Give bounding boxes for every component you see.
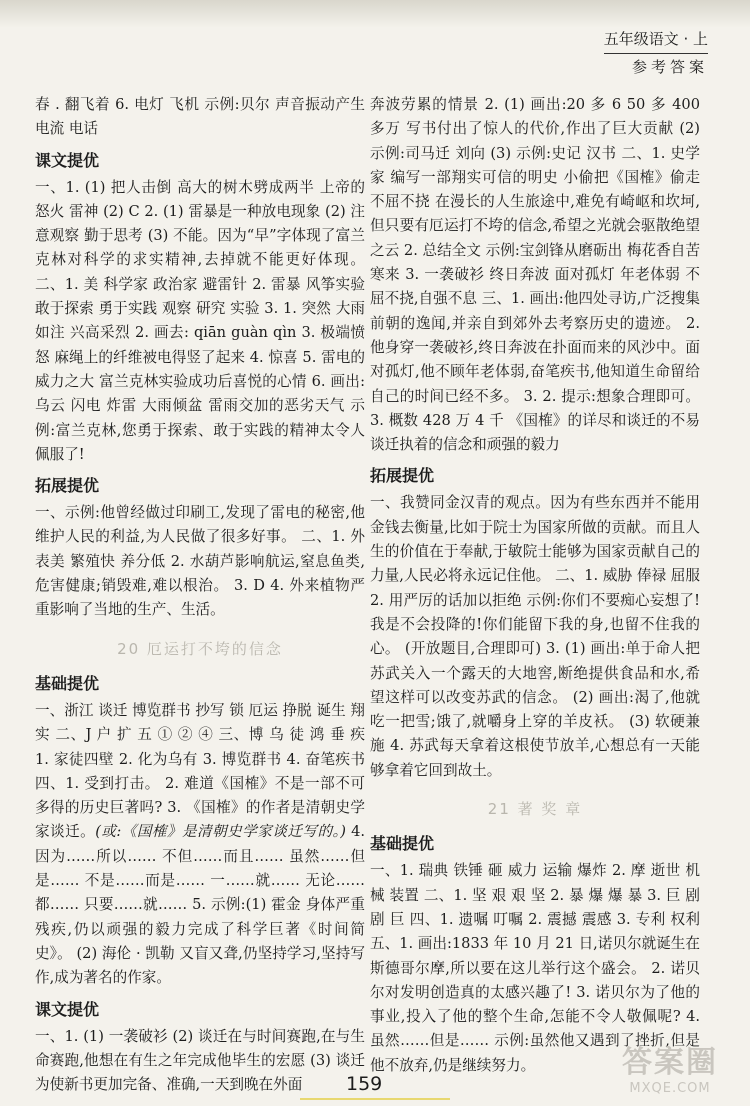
answer-text: 4. 因为……所以…… 不但……而且…… 虽然……但是…… 不是……而是…… 一……就…… 无论……都…… 只要……就…… 5. 示例:(1) 霍金 身体严重残疾,仍以顽强的毅力完成了科学巨著《时间简史》。 (2) 海伦 · 凯勒 又盲又聋,仍坚持学习,坚持写作,成为著名的作家。: [35, 823, 365, 987]
answer-paragraph: 一、示例:他曾经做过印刷工,发现了雷电的秘密,他维护人民的利益,为人民做了很多好事。 二、1. 外表美 繁殖快 养分低 2. 水葫芦影响航运,窒息鱼类,危害健康;销毁难,难以根治。 3. D 4. 外来植物严重影响了当地的生产、生活。: [35, 504, 365, 619]
handwritten-note: (或:《国榷》是清朝史学家谈迁写的。): [95, 823, 346, 841]
section-heading: 课文提优: [35, 150, 100, 170]
page-number-underline: [300, 1098, 450, 1100]
section-heading: 课文提优: [35, 999, 100, 1019]
watermark-logo: [605, 1045, 735, 1100]
section-heading: 拓展提优: [370, 466, 435, 486]
watermark-text: 答案圈: [622, 1045, 718, 1080]
section-heading: 基础提优: [35, 673, 100, 693]
answer-paragraph: 春 . 翻飞着 6. 电灯 飞机 示例:贝尔 声音振动产生电流 电话: [35, 96, 365, 138]
page-top-shadow: [0, 0, 750, 28]
page-header: [604, 28, 708, 77]
lesson-title: 20 厄运打不垮的信念: [117, 639, 283, 658]
section-heading: 拓展提优: [35, 476, 100, 496]
answer-text: 一、浙江 谈迁 博览群书 抄写 锁 厄运 挣脱 诞生 翔实 二、J 户 扩 五 ① ② ④ 三、博 乌 徒 鸿 垂 疾 1. 家徒四壁 2. 化为乌有 3. 博览群书 4. 奋笔疾书 四、1. 受到打击。 2. 难道《国榷》不是一部不可多得的历史巨著吗? 3. 《国榷》的作者是清朝史学家谈迁。: [35, 701, 365, 841]
answer-paragraph: 一、我赞同金汉青的观点。因为有些东西并不能用金钱去衡量,比如于院士为国家所做的贡献。而且人生的价值在于奉献,于敏院士能够为国家贡献自己的力量,人民必将永远记住他。 二、1. 威胁 俸禄 屈服 2. 用严厉的话加以拒绝 示例:你们不要痴心妄想了!我是不会投降的!你们能留下我的身,也留不住我的心。 (开放题目,合理即可) 3. (1) 画出:单于命人把苏武关入一个露天的大地窖,断绝提供食品和水,希望这样可以改变苏武的信念。 (2) 画出:渴了,他就吃一把雪;饿了,就嚼身上穿的羊皮袄。 (3) 软硬兼施 4. 苏武每天拿着这根使节放羊,心想总有一天能够拿着它回到故土。: [370, 494, 700, 779]
section-heading: 基础提优: [370, 834, 435, 854]
right-column: [370, 93, 700, 1078]
answer-paragraph: 奔波劳累的情景 2. (1) 画出:20 多 6 50 多 400 多万 写书付出了惊人的代价,作出了巨大贡献 (2) 示例:司马迁 刘向 (3) 示例:史记 汉书 二、1. 史学家 编写一部翔实可信的明史 小偷把《国榷》偷走 不屈不挠 在漫长的人生旅途中,难免有崎岖和坎坷,但只要有厄运打不垮的信念,希望之光就会驱散绝望之云 2. 总结全文 示例:宝剑锋从磨砺出 梅花香自苦寒来 3. 一袭破衫 终日奔波 面对孤灯 年老体弱 不屈不挠,自强不息 三、1. 画出:他四处寻访,广泛搜集前朝的逸闻,并亲自到郊外去考察历史的遗迹。 2. 他身穿一袭破衫,终日奔波在扑面而来的风沙中。面对孤灯,他不顾年老体弱,奋笔疾书,他知道生命留给自己的时间已经不多。 3. 2. 提示:想象合理即可。 3. 概数 428 万 4 千 《国榷》的详尽和谈迁的不易 谈迁执着的信念和顽强的毅力: [370, 96, 700, 454]
grade-label: 五年级语文 · 上: [603, 30, 708, 48]
left-column: [35, 93, 365, 1097]
answer-paragraph: 一、1. 瑞典 铁锤 砸 威力 运输 爆炸 2. 摩 逝世 机械 装置 二、1. 坚 艰 艰 坚 2. 暴 爆 爆 暴 3. 巨 剧 剧 巨 四、1. 遗嘱 叮嘱 2. 震撼 震感 3. 专利 权利 五、1. 画出:1833 年 10 月 21 日,诺贝尔就诞生在斯德哥尔摩,所以要在这儿举行这个盛会。 2. 诺贝尔对发明创造真的太感兴趣了! 3. 诺贝尔为了他的事业,投入了他的整个生命,怎能不令人敬佩呢? 4. 虽然……但是…… 示例:虽然他又遇到了挫折,但是他不放弃,仍是继续努力。: [370, 862, 700, 1074]
lesson-title: 21 著 奖 章: [487, 800, 583, 819]
answer-paragraph: [35, 699, 365, 991]
page-number: 159: [346, 1073, 383, 1095]
answer-paragraph: 一、1. (1) 一袭破衫 (2) 谈迁在与时间赛跑,在与生命赛跑,他想在有生之年完成他毕生的宏愿 (3) 谈迁为使新书更加完备、准确,一天到晚在外面: [35, 1027, 365, 1094]
answer-paragraph: 一、1. (1) 把人击倒 高大的树木劈成两半 上帝的怒火 雷神 (2) C 2. (1) 雷暴是一种放电现象 (2) 注意观察 勤于思考 (3) 不能。因为“早”字体现了富兰克林对科学的求实精神,去掉就不能更好体现。 二、1. 美 科学家 政治家 避雷针 2. 雷暴 风筝实验 敢于探索 勇于实践 观察 研究 实验 3. 1. 突然 大雨如注 兴高采烈 2. 画去: qiān guàn qìn 3. 极端愤怒 麻绳上的纤维被电得竖了起来 4. 惊喜 5. 雷电的威力之大 富兰克林实验成功后喜悦的心情 6. 画出:乌云 闪电 炸雷 大雨倾盆 雷雨交加的恶劣天气 示例:富兰克林,您勇于探索、敢于实践的精神太令人佩服了!: [35, 178, 365, 463]
answers-label: 参考答案: [604, 53, 708, 77]
watermark-url: MXQE.COM: [629, 1081, 711, 1096]
